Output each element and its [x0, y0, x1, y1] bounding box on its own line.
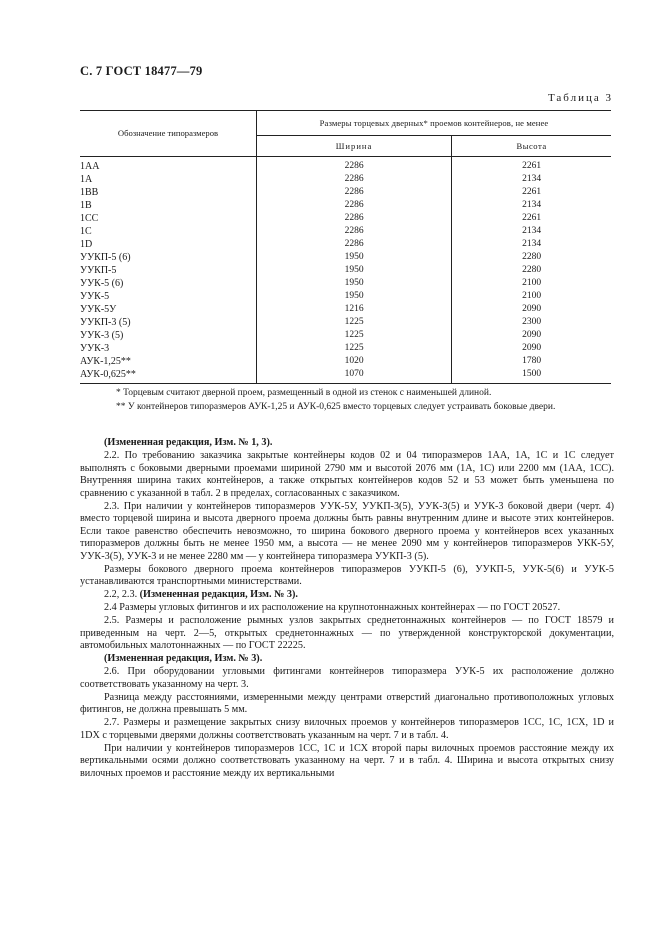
- row-name: УУК-5У: [80, 304, 117, 315]
- row-name: 1C: [80, 226, 92, 237]
- row-width: 1020: [257, 355, 452, 368]
- row-width: 1950: [257, 290, 452, 303]
- row-height: 2300: [452, 316, 611, 329]
- paragraph: 2.6. При оборудовании угловыми фитингами контейнеров типоразмера УУК-5 их расположение должно соответствовать указанному на черт. 3.: [80, 666, 614, 690]
- row-height: 1780: [452, 355, 611, 368]
- paragraph: 2.2. По требованию заказчика закрытые контейнеры кодов 02 и 04 типоразмеров 1АА, 1А, 1С и 1С следует выполнять с боковыми дверными проемами шириной 2790 мм и высотой 2076 мм (1А, 1С) или 2200 мм (1АА, 1СС). Внутренняя ширина таких контейнеров, а также открытых контейнеров кодов 52 и 53 может быть уменьшена по сравнению с указанной в табл. 2 в пределах, согласованных с заказчиком.: [80, 450, 614, 499]
- row-height: 2280: [452, 251, 611, 264]
- row-width: 2286: [257, 157, 452, 174]
- row-height: 2280: [452, 264, 611, 277]
- row-name: АУК-1,25**: [80, 356, 131, 367]
- table-row: [80, 251, 611, 264]
- paragraph: 2.3. При наличии у контейнеров типоразмеров УУК-5У, УУКП-3(5), УУК-3(5) и УУК-3 боковой двери (черт. 4) вместо торцевой ширина и высота дверного проема должны быть равны внутренним длине и высоте этих контейнеров. Если такое равенство обеспечить невозможно, то ширина бокового дверного проема у контейнеров всех указанных типоразмеров должны быть не менее 1950 мм, а высота — не менее 2090 мм у контейнеров типоразмеров УКК-5У, УУК-3(5), УУК-3 и не менее 2280 мм — у контейнера типоразмера УУКП-3 (5).: [80, 500, 614, 562]
- paragraph: При наличии у контейнеров типоразмеров 1СС, 1С и 1СХ второй пары вилочных проемов расстояние между их вертикальными осями должно соответствовать указанному на черт. 7 и в табл. 4. Ширина и высота открытых снизу вилочных проемов и расстояние между их вертикальными: [80, 742, 614, 779]
- row-width: 2286: [257, 199, 452, 212]
- row-height: 2134: [452, 238, 611, 251]
- page-header: С. 7 ГОСТ 18477—79: [80, 64, 203, 78]
- row-width: 2286: [257, 173, 452, 186]
- table-row: [80, 368, 611, 384]
- row-height: 2134: [452, 173, 611, 186]
- table-row: [80, 186, 611, 199]
- table-row: [80, 316, 611, 329]
- paragraph: [80, 589, 614, 602]
- amendment-note: (Измененная редакция, Изм. № 3).: [104, 653, 263, 664]
- row-height: 2261: [452, 186, 611, 199]
- row-height: 2100: [452, 277, 611, 290]
- row-name: УУК-5: [80, 291, 110, 302]
- row-width: 1225: [257, 342, 452, 355]
- row-width: 1216: [257, 303, 452, 316]
- body-text: [80, 437, 614, 781]
- row-name: 1A: [80, 174, 93, 185]
- amendment-note: (Измененная редакция, Изм. № 1, 3).: [104, 437, 273, 448]
- row-width: 1225: [257, 316, 452, 329]
- table-row: [80, 277, 611, 290]
- row-name: УУКП-5: [80, 265, 117, 276]
- row-name: УУК-3: [80, 343, 110, 354]
- table-row: [80, 212, 611, 225]
- paragraph-prefix: 2.2, 2.3.: [104, 589, 140, 600]
- row-width: 1225: [257, 329, 452, 342]
- row-name: 1CC: [80, 213, 99, 224]
- col-header-width: Ширина: [257, 136, 452, 157]
- table-row: [80, 173, 611, 186]
- paragraph: Разница между расстояниями, измеренными между центрами отверстий диагонально противоположных угловых фитингов, не должна превышать 5 мм.: [80, 691, 614, 715]
- paragraph: Размеры бокового дверного проема контейнеров типоразмеров УУКП-5 (6), УУКП-5, УУК-5(6) и УУК-5 устанавливаются транспортными министерствами.: [80, 563, 614, 587]
- paragraph: 2.4 Размеры угловых фитингов и их расположение на крупнотоннажных контейнерах — по ГОСТ 20527.: [104, 602, 561, 613]
- row-name: 1AA: [80, 161, 100, 172]
- row-height: 2261: [452, 157, 611, 174]
- paragraph: 2.5. Размеры и расположение рымных узлов закрытых среднетоннажных контейнеров — по ГОСТ 18579 и приведенным на черт. 2—5, открытых среднетоннажных — по утвержденной конструкторской документации, автомобильных малотоннажных — по ГОСТ 22225.: [80, 615, 614, 651]
- table-row: [80, 238, 611, 251]
- row-height: 2090: [452, 342, 611, 355]
- row-name: УУК-3 (5): [80, 330, 124, 341]
- row-width: 1950: [257, 264, 452, 277]
- col-header-name: Обозначение типоразмеров: [80, 111, 257, 157]
- row-name: УУКП-3 (5): [80, 317, 131, 328]
- table-row: [80, 157, 611, 174]
- row-width: 2286: [257, 186, 452, 199]
- table-row: [80, 342, 611, 355]
- table-caption: Таблица 3: [547, 92, 613, 104]
- footnote-1: * Торцевым считают дверной проем, размещенный в одной из стенок с наименьшей длиной.: [116, 388, 492, 398]
- dimensions-table: [80, 110, 611, 384]
- row-width: 2286: [257, 238, 452, 251]
- amendment-note: (Измененная редакция, Изм. № 3).: [139, 589, 298, 600]
- row-width: 1070: [257, 368, 452, 384]
- table-row: [80, 355, 611, 368]
- table-row: [80, 290, 611, 303]
- row-name: 1B: [80, 200, 92, 211]
- row-height: 2261: [452, 212, 611, 225]
- row-height: 2100: [452, 290, 611, 303]
- table-row: [80, 303, 611, 316]
- row-name: УУК-5 (6): [80, 278, 124, 289]
- table-row: [80, 225, 611, 238]
- table-row: [80, 264, 611, 277]
- row-name: УУКП-5 (6): [80, 252, 131, 263]
- row-height: 2134: [452, 199, 611, 212]
- row-name: АУК-0,625**: [80, 368, 257, 384]
- row-width: 1950: [257, 251, 452, 264]
- row-height: 1500: [452, 368, 611, 384]
- row-name: 1D: [80, 239, 93, 250]
- table-row: [80, 199, 611, 212]
- table-row: [80, 329, 611, 342]
- footnote-2: ** У контейнеров типоразмеров АУК-1,25 и АУК-0,625 вместо торцевых следует устраивать боковые двери.: [116, 402, 556, 412]
- row-width: 2286: [257, 225, 452, 238]
- row-width: 1950: [257, 277, 452, 290]
- footnote-rule: [80, 383, 148, 384]
- col-header-group: Размеры торцевых дверных* проемов контейнеров, не менее: [257, 111, 612, 136]
- row-name: 1BB: [80, 187, 99, 198]
- row-width: 2286: [257, 212, 452, 225]
- paragraph: 2.7. Размеры и размещение закрытых снизу вилочных проемов у контейнеров типоразмеров 1СС, 1С, 1СХ, 1D и 1DX с торцевыми дверями должны соответствовать указанным на черт. 7 и в табл. 4.: [80, 717, 614, 741]
- row-height: 2134: [452, 225, 611, 238]
- row-height: 2090: [452, 303, 611, 316]
- row-height: 2090: [452, 329, 611, 342]
- col-header-height: Высота: [452, 136, 611, 157]
